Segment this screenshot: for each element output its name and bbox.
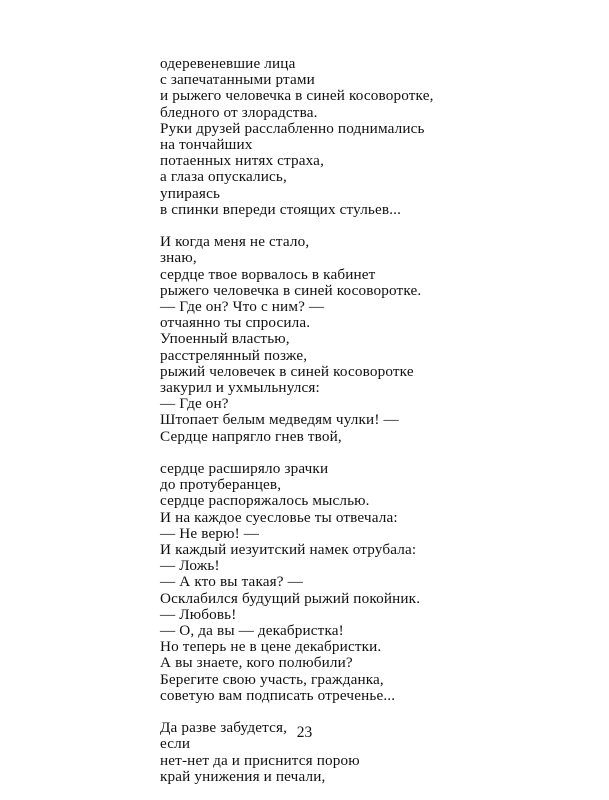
poem-line: Упоенный властью,: [160, 330, 290, 348]
stanza: [160, 461, 580, 704]
poem-line: сердце распоряжалось мыслью.: [160, 492, 370, 510]
poem-line: Но теперь не в цене декабристки.: [160, 638, 382, 656]
poem-line: А вы знаете, кого полюбили?: [160, 654, 353, 672]
poem-line: а глаза опускались,: [160, 168, 287, 186]
poem-line: — Не верю! —: [160, 524, 260, 542]
poem-line: — Где он?: [160, 395, 229, 413]
poem-line: — Ложь!: [160, 557, 220, 575]
poem-line: отчаянно ты спросила.: [160, 314, 311, 332]
poem-line: — Где он? Что с ним? —: [160, 298, 325, 316]
poem-line: до протуберанцев,: [160, 476, 282, 494]
poem-line: советую вам подписать отреченье...: [160, 686, 396, 704]
poem-line: и рыжего человечка в синей косоворотке,: [160, 87, 434, 105]
poem-line: край унижения и печали,: [160, 767, 326, 785]
poem-line: сердце расширяло зрачки: [160, 460, 329, 478]
poem-line: — А кто вы такая? —: [160, 573, 303, 591]
poem-line: Сердце напрягло гнев твой,: [160, 427, 342, 445]
poem-line: Руки друзей расслабленно поднимались: [160, 119, 425, 137]
poem-line: упираясь: [160, 184, 221, 202]
poem-line: на тончайших: [160, 136, 253, 154]
poem-line: расстрелянный позже,: [160, 346, 308, 364]
poem-line: сердце твое ворвалось в кабинет: [160, 265, 376, 283]
page-number: 23: [296, 724, 313, 741]
poem-line: одеревеневшие лица: [160, 55, 296, 72]
poem-line: бледного от злорадства.: [160, 103, 318, 121]
poem-text: [160, 56, 580, 785]
poem-line: Осклабился будущий рыжий покойник.: [160, 589, 421, 607]
poem-line: Берегите свою участь, гражданка,: [160, 670, 384, 688]
poem-line: знаю,: [160, 249, 197, 267]
poem-line: нет-нет да и приснится порою: [160, 751, 360, 769]
poem-line: — Любовь!: [160, 605, 237, 623]
stanza: [160, 234, 580, 445]
poem-line: И на каждое суесловье ты отвечала:: [160, 508, 398, 526]
poem-line: если: [160, 735, 191, 753]
poem-line: Штопает белым медведям чулки! —: [160, 411, 399, 429]
poem-line: потаенных нитях страха,: [160, 152, 325, 170]
poem-line: рыжего человечка в синей косоворотке.: [160, 281, 422, 299]
poem-line: в спинки впереди стоящих стульев...: [160, 200, 402, 218]
poem-line: закурил и ухмыльнулся:: [160, 379, 320, 397]
stanza: [160, 56, 580, 218]
poem-line: Да разве забудется,: [160, 719, 288, 737]
poem-line: с запечатанными ртами: [160, 71, 315, 89]
poem-line: И каждый иезуитский намек отрубала:: [160, 541, 417, 559]
poem-line: рыжий человечек в синей косоворотке: [160, 362, 414, 380]
poem-line: И когда меня не стало,: [160, 233, 310, 251]
poem-line: — О, да вы — декабристка!: [160, 622, 344, 640]
